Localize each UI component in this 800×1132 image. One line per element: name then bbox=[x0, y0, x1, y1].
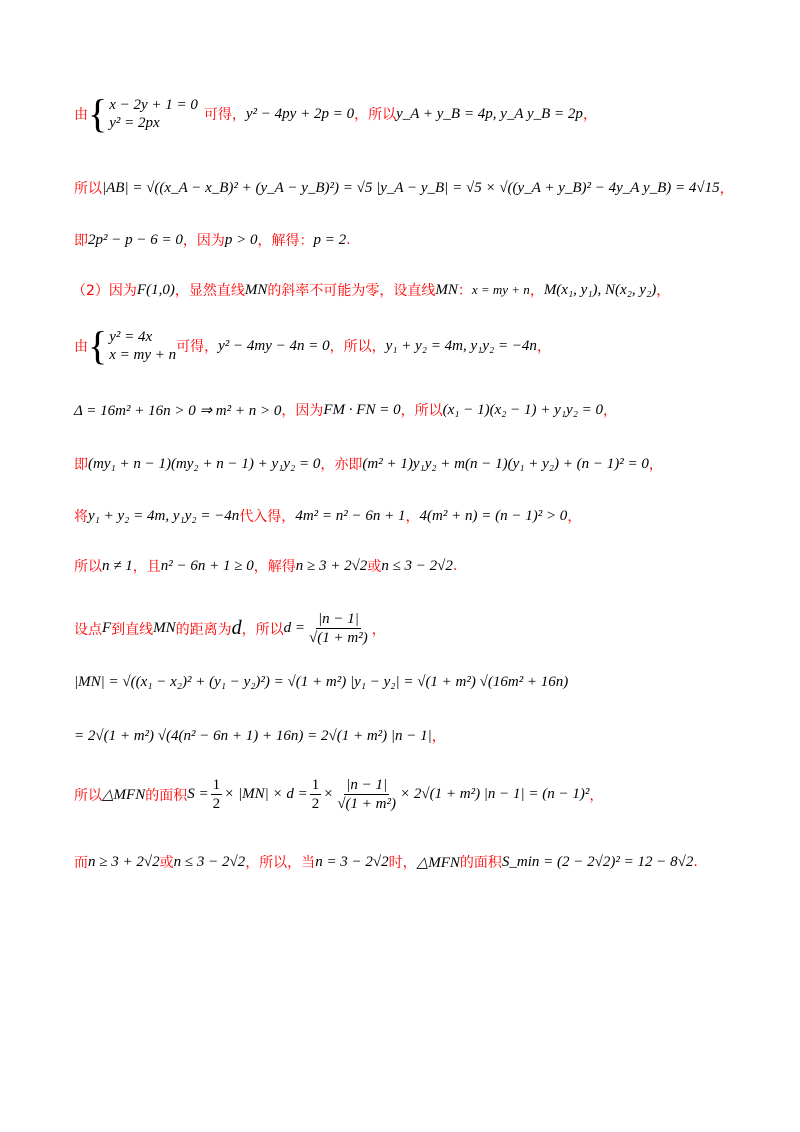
text: ， bbox=[648, 457, 663, 473]
line-9 bbox=[74, 556, 457, 576]
fraction-denominator: 2 bbox=[212, 796, 221, 812]
text: 设点 bbox=[74, 621, 102, 638]
equation: 2p² − p − 6 = 0 bbox=[88, 231, 183, 248]
text: 即 bbox=[74, 457, 88, 473]
text: 或 bbox=[367, 559, 382, 575]
equation: n ≠ 1 bbox=[102, 557, 133, 574]
equation: d bbox=[231, 617, 242, 639]
fraction-denominator: 2 bbox=[311, 796, 320, 812]
text: ， bbox=[567, 509, 582, 525]
text: 而 bbox=[74, 855, 88, 871]
equation: y₁ + y₂ = 4m, y₁y₂ = −4n bbox=[385, 337, 537, 354]
text: ，且 bbox=[132, 559, 161, 575]
line-3 bbox=[74, 230, 351, 250]
equation: p = 2 bbox=[313, 231, 347, 248]
text: ，所以，当 bbox=[245, 855, 316, 871]
fraction-numerator: 1 bbox=[212, 777, 221, 793]
fraction bbox=[335, 776, 398, 813]
line-13 bbox=[74, 776, 603, 813]
text: ， bbox=[582, 107, 597, 123]
text: ， bbox=[656, 283, 671, 299]
equation: n² − 6n + 1 ≥ 0 bbox=[160, 557, 254, 574]
text: （2）因为 bbox=[72, 283, 137, 299]
equation: 4(m² + n) = (n − 1)² > 0 bbox=[419, 507, 568, 524]
text: 代入得， bbox=[239, 509, 296, 525]
equation: = 2√(1 + m²) √(4(n² − 6n + 1) + 16n) = 2√(1 + m²) |n − 1| bbox=[74, 727, 432, 744]
text: 的距离为 bbox=[175, 621, 232, 638]
fraction bbox=[310, 776, 322, 813]
fraction-numerator: |n − 1| bbox=[317, 611, 359, 627]
equation: △MFN bbox=[416, 854, 460, 871]
equation: (m² + 1)y₁y₂ + m(n − 1)(y₁ + y₂) + (n − 1)² = 0 bbox=[362, 455, 649, 472]
text: ，所以 bbox=[241, 621, 284, 638]
text: 由 bbox=[74, 107, 88, 123]
line-12 bbox=[74, 726, 446, 746]
equation: MN bbox=[435, 281, 458, 298]
equation: y² − 4my − 4n = 0 bbox=[218, 337, 330, 354]
brace-icon: { bbox=[88, 323, 108, 368]
equation: × |MN| × d = bbox=[224, 786, 308, 802]
line-11 bbox=[74, 674, 568, 691]
text: 到直线 bbox=[111, 621, 154, 638]
line-14 bbox=[74, 852, 698, 872]
text: ， bbox=[719, 181, 734, 197]
text: 的面积 bbox=[459, 855, 502, 871]
line-6 bbox=[74, 400, 617, 420]
line-5 bbox=[74, 323, 551, 368]
equation: FM · FN = 0 bbox=[323, 401, 401, 418]
equation: x = my + n bbox=[471, 282, 530, 297]
equation: n = 3 − 2√2 bbox=[315, 853, 389, 870]
equation: S = bbox=[187, 786, 209, 802]
fraction-numerator: 1 bbox=[311, 777, 320, 793]
text: ，因为 bbox=[182, 233, 225, 249]
text: ， bbox=[431, 729, 446, 745]
equation: |MN| = √((x₁ − x₂)² + (y₁ − y₂)²) = √(1 + m²) |y₁ − y₂| = √(1 + m²) √(16m² + 16n) bbox=[74, 674, 569, 690]
line-8 bbox=[74, 506, 581, 526]
text: 即 bbox=[74, 233, 88, 249]
equation-system bbox=[88, 323, 177, 368]
equation: n ≤ 3 − 2√2 bbox=[381, 557, 453, 574]
equation: M(x₁, y₁), N(x₂, y₂) bbox=[543, 281, 657, 298]
fraction bbox=[307, 610, 370, 647]
equation: y_A + y_B = 4p, y_A y_B = 2p bbox=[396, 105, 583, 122]
text: 时， bbox=[388, 855, 417, 871]
equation: x − 2y + 1 = 0 bbox=[109, 97, 198, 113]
equation: S_min = (2 − 2√2)² = 12 − 8√2 bbox=[501, 853, 694, 870]
text: ，亦即 bbox=[320, 457, 363, 473]
text: ，显然直线 bbox=[174, 283, 245, 299]
equation: (my₁ + n − 1)(my₂ + n − 1) + y₁y₂ = 0 bbox=[88, 455, 321, 472]
equation: y₁ + y₂ = 4m, y₁y₂ = −4n bbox=[88, 507, 240, 524]
text: . bbox=[693, 854, 698, 870]
text: 所以 bbox=[74, 559, 102, 575]
line-2 bbox=[74, 178, 734, 198]
text: 的斜率不可能为零，设直线 bbox=[267, 283, 436, 299]
fraction bbox=[211, 776, 223, 813]
text: ， bbox=[405, 509, 420, 525]
equation: F(1,0) bbox=[136, 281, 175, 298]
equation: d = bbox=[283, 620, 306, 636]
equation: Δ = 16m² + 16n > 0 ⇒ m² + n > 0 bbox=[74, 402, 282, 419]
equation: × 2√(1 + m²) |n − 1| = (n − 1)² bbox=[400, 786, 590, 802]
text: . bbox=[346, 232, 351, 248]
text: 可得， bbox=[176, 339, 219, 355]
equation: x = my + n bbox=[109, 347, 177, 363]
equation: p > 0 bbox=[224, 231, 258, 248]
text: ，解得： bbox=[257, 233, 314, 249]
equation: MN bbox=[153, 620, 176, 636]
line-4 bbox=[72, 280, 670, 300]
fraction-denominator: √(1 + m²) bbox=[309, 630, 368, 646]
text: 的面积 bbox=[145, 787, 188, 804]
line-10 bbox=[74, 610, 386, 647]
equation: y² = 2px bbox=[109, 115, 160, 131]
text: ， bbox=[371, 621, 386, 638]
equation: n ≤ 3 − 2√2 bbox=[173, 853, 246, 870]
equation: n ≥ 3 + 2√2 bbox=[295, 557, 368, 574]
equation-system bbox=[88, 91, 198, 136]
text: ，因为 bbox=[281, 403, 324, 419]
line-7 bbox=[74, 454, 663, 474]
text: 将 bbox=[74, 509, 88, 525]
text: ， bbox=[529, 283, 544, 299]
text: ，解得 bbox=[253, 559, 296, 575]
text: ，所以 bbox=[354, 107, 397, 123]
equation: y² − 4py + 2p = 0 bbox=[245, 105, 355, 122]
line-1 bbox=[74, 91, 597, 136]
text: 可得， bbox=[203, 107, 246, 123]
equation: y² = 4x bbox=[109, 329, 153, 345]
text: ， bbox=[603, 403, 618, 419]
text: ，所以， bbox=[329, 339, 386, 355]
text: ，所以 bbox=[400, 403, 443, 419]
text: 所以 bbox=[74, 787, 102, 804]
equation: (x₁ − 1)(x₂ − 1) + y₁y₂ = 0 bbox=[442, 401, 604, 418]
text: ： bbox=[457, 283, 472, 299]
equation: × bbox=[323, 786, 334, 802]
fraction-denominator: √(1 + m²) bbox=[337, 796, 397, 812]
text: ， bbox=[536, 339, 551, 355]
text: 由 bbox=[74, 339, 88, 355]
text: ， bbox=[589, 787, 604, 804]
brace-icon: { bbox=[88, 91, 108, 136]
text: 或 bbox=[159, 855, 174, 871]
text: . bbox=[452, 558, 458, 574]
fraction-numerator: |n − 1| bbox=[346, 777, 388, 793]
equation: 4m² = n² − 6n + 1 bbox=[295, 507, 406, 524]
equation: |AB| = √((x_A − x_B)² + (y_A − y_B)²) = √5 |y_A − y_B| = √5 × √((y_A + y_B)² − 4y_A y_B) = 4√15 bbox=[102, 179, 720, 196]
equation: △MFN bbox=[102, 787, 146, 803]
equation: F bbox=[102, 620, 112, 636]
equation: n ≥ 3 + 2√2 bbox=[88, 853, 160, 870]
equation: MN bbox=[244, 281, 268, 298]
text: 所以 bbox=[74, 181, 102, 197]
